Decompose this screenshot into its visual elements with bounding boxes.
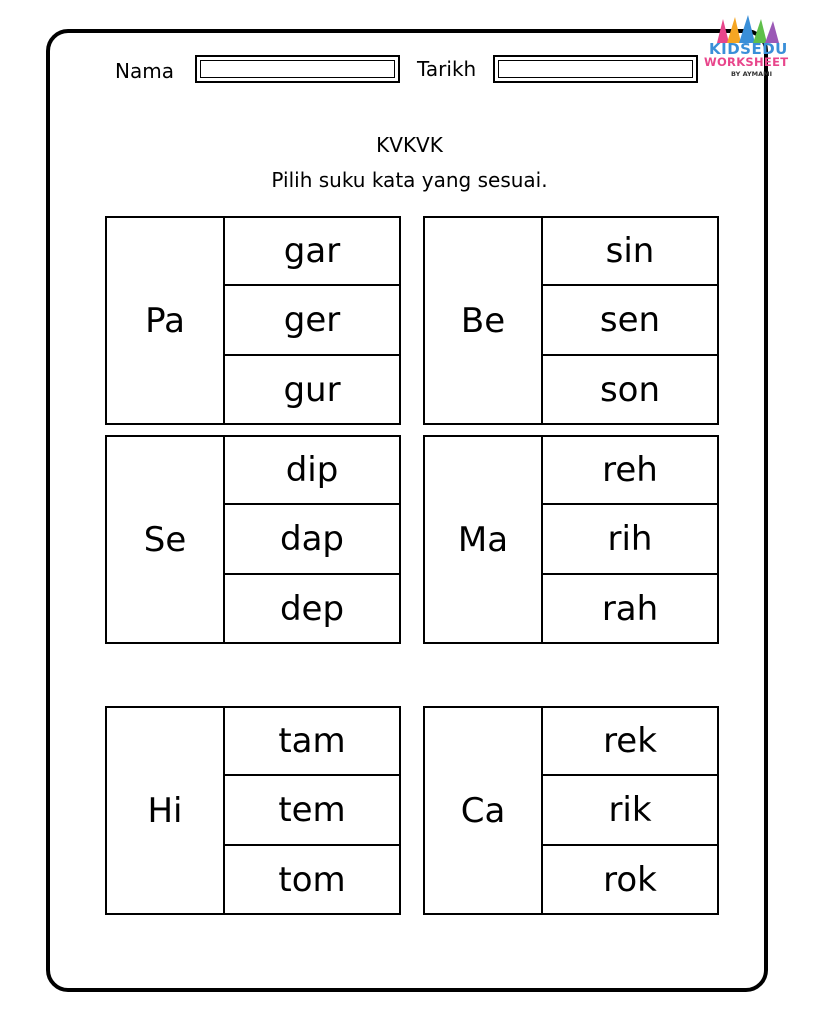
worksheet-instruction: Pilih suku kata yang sesuai. (271, 168, 548, 192)
start-syllable: Hi (107, 708, 225, 913)
syllable-option[interactable]: ger (225, 286, 399, 356)
name-field[interactable] (203, 61, 396, 79)
syllable-set (105, 435, 401, 644)
start-syllable: Be (425, 218, 543, 423)
start-syllable: Ca (425, 708, 543, 913)
syllable-option[interactable]: tam (225, 708, 399, 776)
syllable-set (423, 216, 719, 425)
start-syllable: Pa (107, 218, 225, 423)
name-field-box (195, 55, 400, 83)
syllable-option[interactable]: dep (279, 588, 345, 629)
syllable-option[interactable]: sin (543, 218, 717, 286)
syllable-option[interactable]: gar (225, 218, 399, 286)
kidsedu-logo (703, 13, 793, 83)
syllable-option[interactable]: tom (278, 859, 346, 900)
syllable-option[interactable]: dap (225, 505, 399, 575)
syllable-option[interactable]: rik (543, 776, 717, 846)
syllable-set (105, 706, 401, 915)
syllable-option[interactable]: reh (543, 437, 717, 505)
syllable-option[interactable]: rok (603, 859, 657, 900)
worksheet-heading: KVKVK (376, 133, 443, 157)
logo-worksheet-text: WORKSHEET (704, 55, 789, 69)
start-syllable: Se (107, 437, 225, 642)
syllable-set (423, 706, 719, 915)
date-field[interactable] (501, 61, 694, 79)
syllable-option[interactable]: tem (225, 776, 399, 846)
syllable-option[interactable]: dip (225, 437, 399, 505)
logo-byline-text: BY AYMAMI (731, 70, 773, 78)
syllable-set (423, 435, 719, 644)
date-field-box (493, 55, 698, 83)
syllable-option[interactable]: rah (601, 588, 659, 629)
syllable-option[interactable]: son (599, 369, 661, 410)
syllable-option[interactable]: rek (543, 708, 717, 776)
logo-kidsedu-text: KIDSEDU (709, 40, 788, 58)
start-syllable: Ma (425, 437, 543, 642)
date-label: Tarikh (417, 57, 477, 81)
syllable-option[interactable]: gur (283, 369, 341, 410)
name-label: Nama (115, 59, 174, 83)
syllable-option[interactable]: sen (543, 286, 717, 356)
syllable-set (105, 216, 401, 425)
syllable-option[interactable]: rih (543, 505, 717, 575)
